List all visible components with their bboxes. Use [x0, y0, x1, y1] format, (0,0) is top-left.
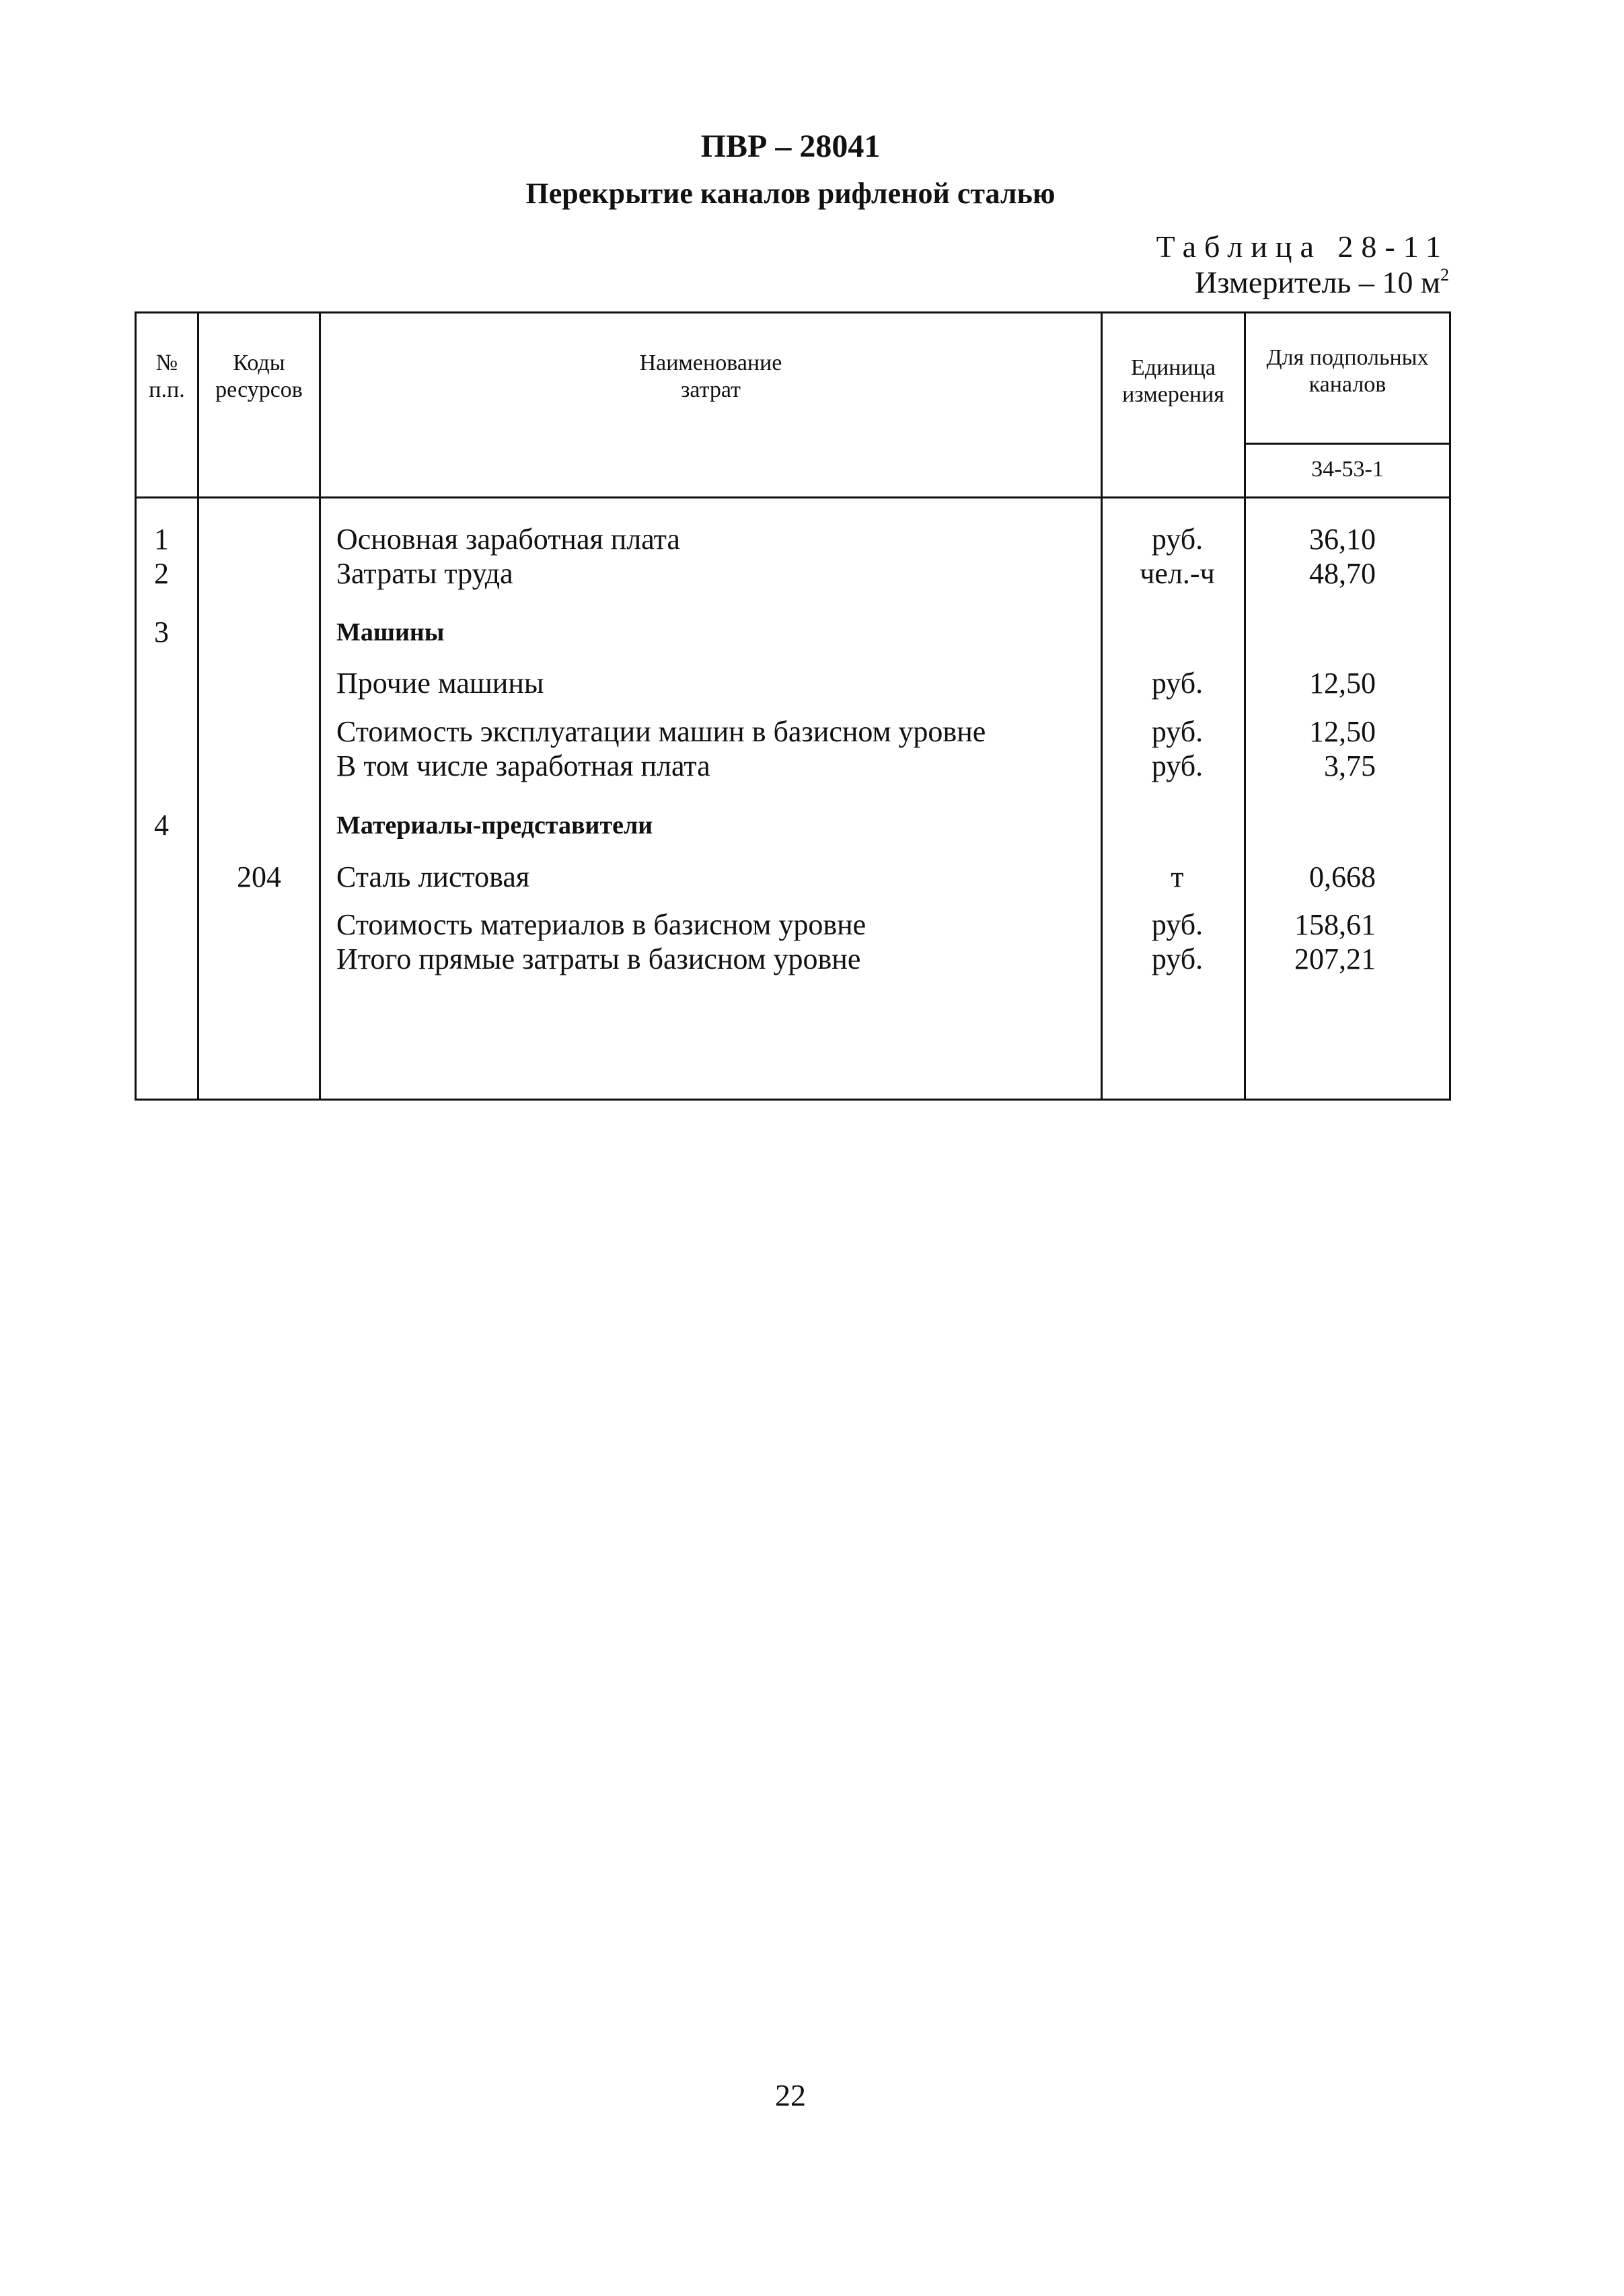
header-column-line1: Для подпольных [1266, 345, 1429, 370]
header-name [321, 350, 1101, 404]
header-name-line2: затрат [681, 377, 741, 402]
row-name: Затраты труда [336, 557, 513, 590]
header-column-line2: каналов [1308, 372, 1387, 397]
table-label: Таблица 28-11 [1156, 229, 1449, 264]
row-number: 1 [154, 523, 169, 556]
row-name: Стоимость эксплуатации машин в базисном уровне [336, 715, 986, 748]
row-value: 207,21 [1294, 942, 1376, 975]
measure-label [1195, 264, 1449, 300]
header-subdivider [1244, 443, 1451, 445]
table-border-left [135, 311, 137, 1101]
row-number: 4 [154, 809, 169, 842]
row-resource-code: 204 [237, 860, 281, 893]
col-divider-4 [1244, 311, 1246, 1101]
section-heading-materials: Материалы-представители [336, 811, 653, 840]
col-divider-3 [1101, 311, 1103, 1101]
row-value: 12,50 [1309, 715, 1376, 748]
row-number: 2 [154, 557, 169, 590]
header-number [137, 350, 197, 404]
header-column [1246, 344, 1449, 398]
row-unit: чел.-ч [1140, 557, 1215, 590]
row-value: 12,50 [1309, 667, 1376, 700]
section-heading-machines: Машины [336, 618, 445, 646]
page-number: 22 [775, 2078, 806, 2112]
measure-superscript: 2 [1440, 265, 1449, 285]
document-code: ПВР – 28041 [700, 128, 881, 164]
col-divider-2 [319, 311, 321, 1101]
header-codes-line2: ресурсов [215, 377, 303, 402]
header-name-line1: Наименование [639, 350, 782, 375]
col-divider-1 [197, 311, 199, 1101]
document-title: Перекрытие каналов рифленой сталью [525, 177, 1056, 210]
row-name: Итого прямые затраты в базисном уровне [336, 942, 861, 975]
header-number-line1: № [155, 350, 178, 375]
row-unit: руб. [1151, 667, 1204, 700]
row-unit: руб. [1151, 523, 1204, 556]
row-name: Сталь листовая [336, 860, 530, 893]
row-value: 158,61 [1294, 908, 1376, 941]
row-name: Прочие машины [336, 667, 544, 700]
row-unit: руб. [1151, 749, 1204, 782]
header-unit [1103, 355, 1244, 408]
table-border-right [1449, 311, 1451, 1101]
header-bottom-line [135, 496, 1451, 498]
header-codes-line1: Коды [233, 350, 285, 375]
row-name: Стоимость материалов в базисном уровне [336, 908, 866, 941]
row-value: 48,70 [1309, 557, 1376, 590]
header-unit-line2: измерения [1122, 382, 1224, 407]
header-number-line2: п.п. [149, 377, 185, 402]
row-name: В том числе заработная плата [336, 749, 710, 782]
row-name: Основная заработная плата [336, 523, 680, 556]
row-unit: руб. [1151, 715, 1204, 748]
header-column-code: 34-53-1 [1311, 457, 1384, 482]
table-border-bottom [135, 1099, 1451, 1101]
row-value: 0,668 [1309, 860, 1376, 893]
row-value: 36,10 [1309, 523, 1376, 556]
measure-text: Измеритель – 10 м [1195, 265, 1440, 299]
row-unit: руб. [1151, 908, 1204, 941]
row-unit: т [1171, 860, 1184, 893]
row-value: 3,75 [1324, 749, 1376, 782]
table-border-top [135, 311, 1451, 313]
row-number: 3 [154, 616, 169, 649]
row-unit: руб. [1151, 942, 1204, 975]
header-codes [199, 350, 319, 404]
header-unit-line1: Единица [1131, 355, 1216, 380]
